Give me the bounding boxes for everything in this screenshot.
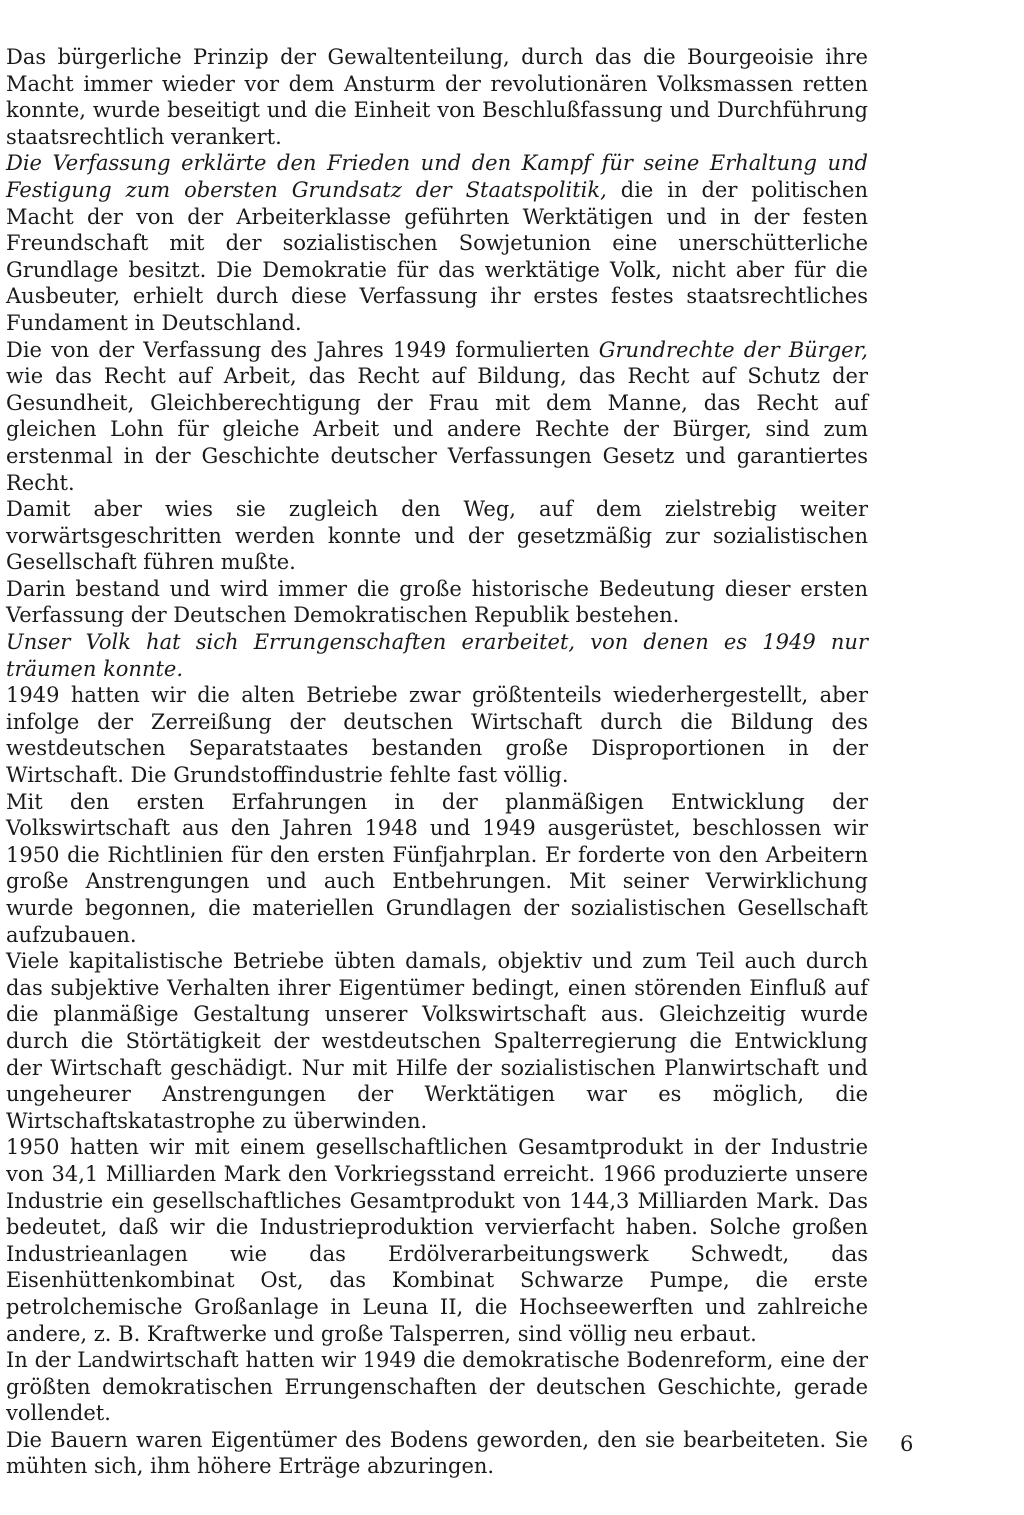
paragraph: [6, 948, 868, 1134]
paragraph: [6, 496, 868, 576]
text-run: 1950 hatten wir mit einem gesellschaftlichen Gesamtprodukt in der Industrie von 34,1 Milliarden Mark den Vorkriegsstand erreicht. 1966 produzierte unsere Industrie ein gesellschaftliches Gesamtprodukt von 144,3 Milliarden Mark. Das bedeutet, daß wir die Industrieproduktion vervierfacht haben. Solche großen Industrieanlagen wie das Erdölverarbeitungswerk Schwedt, das Eisenhüttenkombinat Ost, das Kombinat Schwarze Pumpe, die erste petrolchemische Großanlage in Leuna II, die Hochseewerften und zahlreiche andere, z. B. Kraftwerke und große Talsperren, sind völlig neu erbaut.: [6, 1135, 868, 1346]
paragraph: [6, 682, 868, 788]
paragraph: [6, 1347, 868, 1427]
page-number: 6: [900, 1432, 914, 1456]
paragraph: [6, 337, 868, 497]
paragraph: [6, 1427, 868, 1480]
paragraph: [6, 629, 868, 682]
text-run: In der Landwirtschaft hatten wir 1949 die demokratische Bodenreform, eine der größten demokratischen Errungenschaften der deutschen Geschichte, gerade vollendet.: [6, 1348, 868, 1426]
paragraph: [6, 150, 868, 336]
paragraph: [6, 1134, 868, 1347]
text-run: Damit aber wies sie zugleich den Weg, auf dem zielstrebig weiter vorwärtsgeschritten werden konnte und der gesetzmäßig zur sozialistischen Gesellschaft führen mußte.: [6, 497, 868, 575]
text-run: Viele kapitalistische Betriebe übten damals, objektiv und zum Teil auch durch das subjektive Verhalten ihrer Eigentümer bedingt, einen störenden Einfluß auf die planmäßige Gestaltung unserer Volkswirtschaft aus. Gleichzeitig wurde durch die Störtätigkeit der westdeutschen Spalterregierung die Entwicklung der Wirtschaft geschädigt. Nur mit Hilfe der sozialistischen Planwirtschaft und ungeheurer Anstrengungen der Werktätigen war es möglich, die Wirtschaftskatastrophe zu überwinden.: [6, 949, 868, 1133]
emphasized-text: Unser Volk hat sich Errungenschaften erarbeitet, von denen es 1949 nur träumen konnte.: [6, 630, 868, 681]
body-text: [6, 44, 868, 1480]
text-run: Die Bauern waren Eigentümer des Bodens geworden, den sie bearbeiteten. Sie mühten sich, ihm höhere Erträge abzuringen.: [6, 1427, 868, 1479]
text-run: Darin bestand und wird immer die große historische Bedeutung dieser ersten Verfassung der Deutschen Demokratischen Republik bestehen.: [6, 576, 868, 628]
paragraph: [6, 789, 868, 949]
text-run: Die von der Verfassung des Jahres 1949 formulierten: [6, 337, 599, 362]
text-run: die in der politischen Macht der von der Arbeiterklasse geführten Werktätigen und in der festen Freundschaft mit der sozialistischen Sowjetunion eine unerschütterliche Grundlage besitzt. Die Demokratie für das werktätige Volk, nicht aber für die Ausbeuter, erhielt durch diese Verfassung ihr erstes festes staatsrechtliches Fundament in Deutschland.: [6, 177, 868, 335]
text-run: Das bürgerliche Prinzip der Gewaltenteilung, durch das die Bourgeoisie ihre Macht immer wieder vor dem Ansturm der revolutionären Volksmassen retten konnte, wurde beseitigt und die Einheit von Beschlußfassung und Durchführung staatsrechtlich verankert.: [6, 45, 868, 149]
text-run: wie das Recht auf Arbeit, das Recht auf Bildung, das Recht auf Schutz der Gesundheit, Gleichberechtigung der Frau mit dem Manne, das Recht auf gleichen Lohn für gleiche Arbeit und andere Rechte der Bürger, sind zum erstenmal in der Geschichte deutscher Verfassungen Gesetz und garantiertes Recht.: [6, 364, 868, 495]
emphasized-text: Grundrechte der Bürger,: [598, 337, 868, 362]
paragraph: [6, 44, 868, 150]
emphasized-text: Die Verfassung erklärte den Frieden und den Kampf für seine Erhaltung und Festigung zum obersten Grundsatz der Staatspolitik,: [6, 151, 868, 202]
paragraph: [6, 576, 868, 629]
text-run: 1949 hatten wir die alten Betriebe zwar größtenteils wiederhergestellt, aber infolge der Zerreißung der deutschen Wirtschaft durch die Bildung des westdeutschen Separatstaates bestanden große Disproportionen in der Wirtschaft. Die Grundstoffindustrie fehlte fast völlig.: [6, 683, 868, 788]
text-run: Mit den ersten Erfahrungen in der planmäßigen Entwicklung der Volkswirtschaft aus den Jahren 1948 und 1949 ausgerüstet, beschlossen wir 1950 die Richtlinien für den ersten Fünfjahrplan. Er forderte von den Arbeitern große Anstrengungen und auch Entbehrungen. Mit seiner Verwirklichung wurde begonnen, die materiellen Grundlagen der sozialistischen Gesellschaft aufzubauen.: [6, 789, 868, 947]
